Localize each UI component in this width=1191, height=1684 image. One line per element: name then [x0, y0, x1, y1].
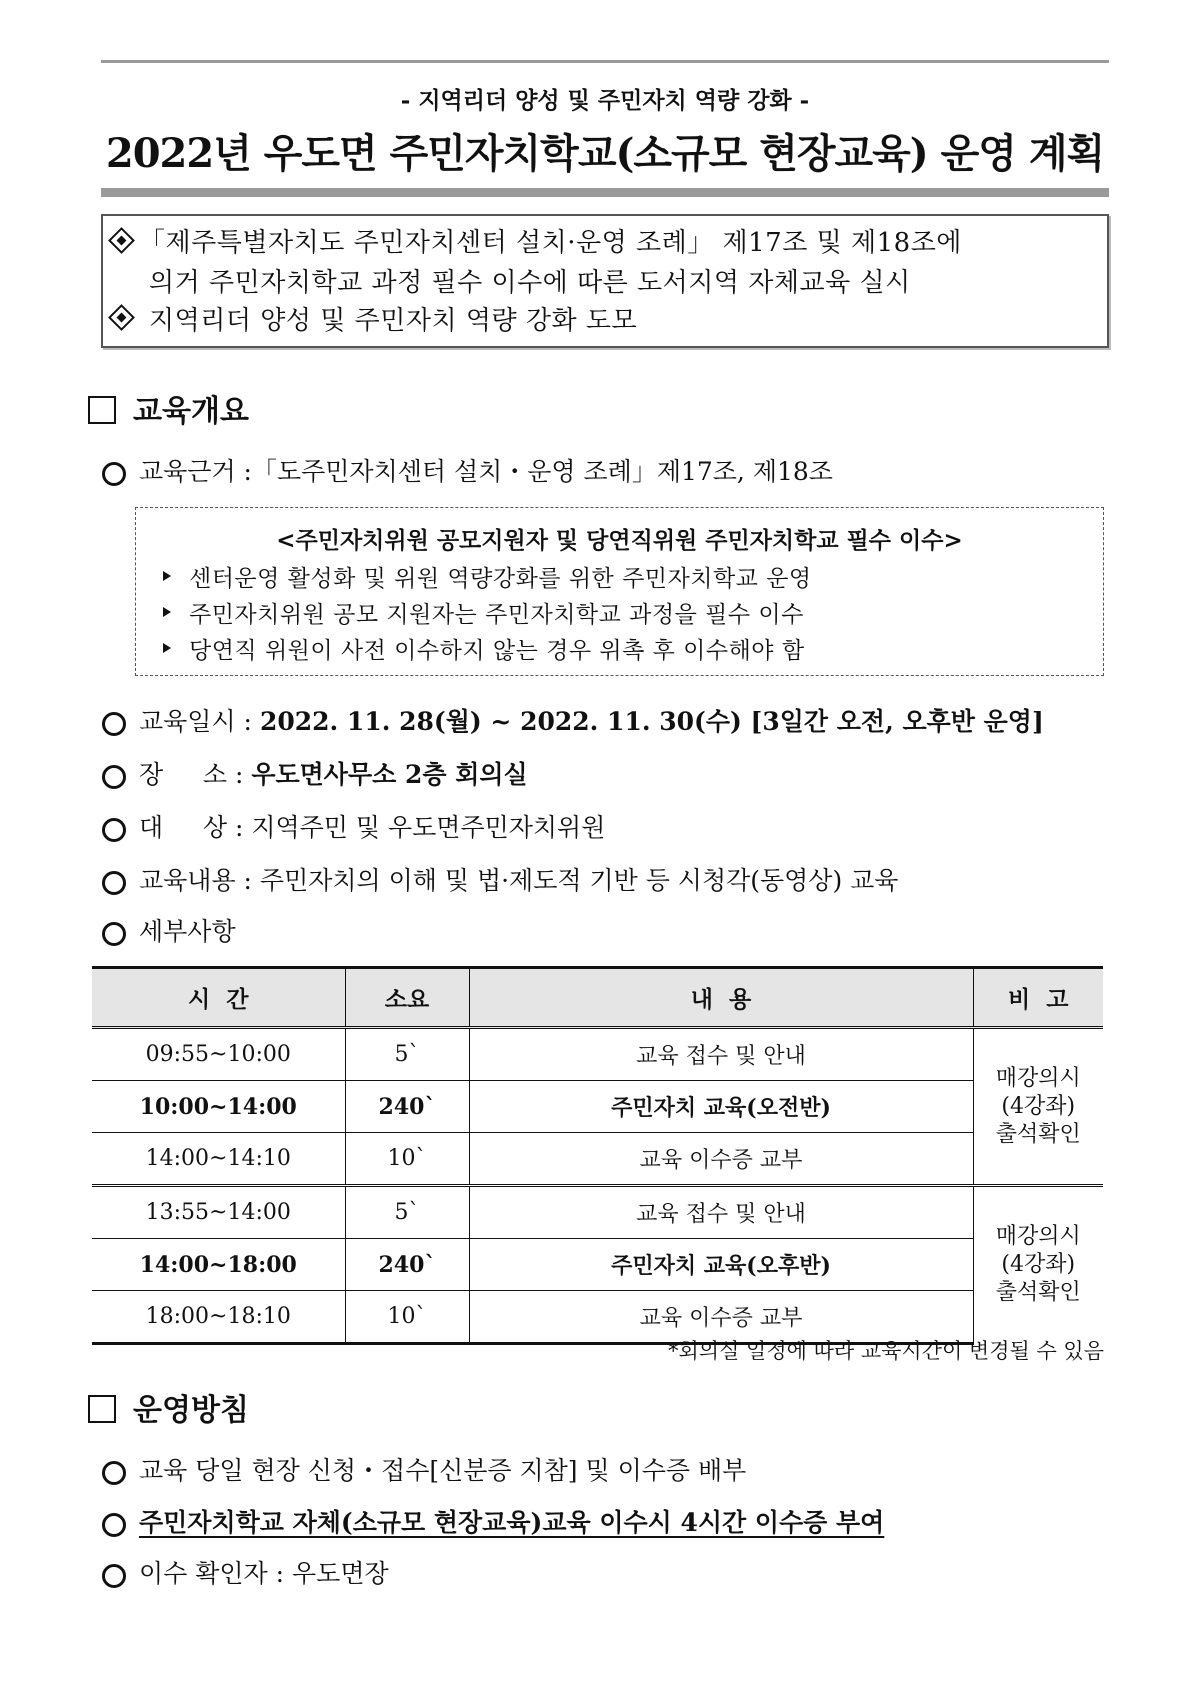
- col-header-content: 내 용: [469, 968, 973, 1028]
- edu-place-label: 장 소 :: [139, 760, 244, 789]
- requirement-item: 센터운영 활성화 및 위원 역량강화를 위한 주민자치학교 운영: [189, 566, 812, 592]
- intro-line-3: 지역리더 양성 및 주민자치 역량 강화 도모: [149, 306, 638, 336]
- edu-place-value: 우도면사무소 2층 회의실: [251, 760, 528, 789]
- circle-bullet-icon: [102, 818, 126, 842]
- table-header-row: [92, 968, 1103, 1028]
- col-header-note: 비 고: [973, 968, 1103, 1028]
- edu-date-value: 2022. 11. 28(월) ~ 2022. 11. 30(수) [3일간 오전, 오후반 운영]: [259, 707, 1044, 736]
- cell-time: 14:00~14:10: [92, 1133, 345, 1186]
- requirement-item: 당연직 위원이 사전 이수하지 않는 경우 위촉 후 이수해야 함: [189, 638, 805, 664]
- triangle-bullet-icon: [163, 607, 171, 617]
- note-line: (4강좌): [1001, 1252, 1076, 1278]
- table-row: [92, 1239, 1103, 1291]
- cell-note: [973, 1028, 1103, 1186]
- circle-bullet-icon: [102, 922, 126, 946]
- cell-duration: 240`: [345, 1081, 469, 1133]
- circle-bullet-icon: [102, 871, 126, 895]
- circle-bullet-icon: [102, 462, 126, 486]
- cell-time: 10:00~14:00: [92, 1081, 345, 1133]
- detail-heading: 세부사항: [139, 917, 236, 946]
- cell-duration: 240`: [345, 1239, 469, 1291]
- diamond-bullet-icon: [108, 304, 135, 331]
- circle-bullet-icon: [102, 1461, 126, 1485]
- requirement-item: 주민자치위원 공모 지원자는 주민자치학교 과정을 필수 이수: [189, 602, 804, 628]
- edu-target-value: 지역주민 및 우도면주민자치위원: [251, 813, 606, 842]
- cell-duration: 5`: [345, 1186, 469, 1239]
- intro-box: [101, 214, 1109, 348]
- document-subtitle: - 지역리더 양성 및 주민자치 역량 강화 -: [400, 87, 810, 114]
- table-row: [92, 1133, 1103, 1186]
- edu-target-label: 대 상 :: [139, 813, 244, 842]
- edu-date-line: [139, 702, 1044, 738]
- cell-duration: 10`: [345, 1133, 469, 1186]
- section-heading-policy: 운영방침: [133, 1393, 249, 1428]
- triangle-bullet-icon: [163, 643, 171, 653]
- requirement-box-title: <주민자치위원 공모지원자 및 당연직위원 주민자치학교 필수 이수>: [276, 527, 963, 554]
- note-line: 출석확인: [995, 1280, 1081, 1306]
- cell-content: 주민자치 교육(오후반): [469, 1239, 973, 1291]
- edu-target-line: [139, 808, 605, 844]
- intro-line-1: 「제주특별자치도 주민자치센터 설치·운영 조례」 제17조 및 제18조에: [139, 228, 962, 258]
- table-row: [92, 1186, 1103, 1239]
- schedule-footnote: *회의실 일정에 따라 교육시간이 변경될 수 있음: [668, 1339, 1104, 1363]
- cell-time: 09:55~10:00: [92, 1028, 345, 1081]
- section-checkbox-icon: [88, 396, 116, 424]
- circle-bullet-icon: [102, 765, 126, 789]
- diamond-bullet-icon: [108, 227, 135, 254]
- policy-item: 교육 당일 현장 신청・접수[신분증 지참] 및 이수증 배부: [139, 1456, 747, 1485]
- triangle-bullet-icon: [163, 571, 171, 581]
- edu-date-label: 교육일시 :: [139, 707, 252, 736]
- cell-content: 주민자치 교육(오전반): [469, 1081, 973, 1133]
- title-rule: [101, 188, 1109, 197]
- cell-duration: 5`: [345, 1028, 469, 1081]
- document-title: 2022년 우도면 주민자치학교(소규모 현장교육) 운영 계획: [105, 130, 1105, 177]
- note-line: 매강의시: [995, 1224, 1081, 1250]
- top-rule: [101, 60, 1109, 63]
- cell-content: 교육 접수 및 안내: [469, 1028, 973, 1081]
- cell-content: 교육 이수증 교부: [469, 1291, 973, 1344]
- intro-line-2: 의거 주민자치학교 과정 필수 이수에 따른 도서지역 자체교육 실시: [149, 268, 911, 298]
- circle-bullet-icon: [102, 1564, 126, 1588]
- cell-time: 13:55~14:00: [92, 1186, 345, 1239]
- table-row: [92, 1081, 1103, 1133]
- section-checkbox-icon: [88, 1395, 116, 1423]
- cell-note: [973, 1186, 1103, 1344]
- policy-item: 이수 확인자 : 우도면장: [139, 1559, 389, 1588]
- note-line: (4강좌): [1001, 1093, 1076, 1119]
- edu-content: 교육내용 : 주민자치의 이해 및 법·제도적 기반 등 시청각(동영상) 교육: [139, 866, 899, 895]
- cell-time: 14:00~18:00: [92, 1239, 345, 1291]
- cell-content: 교육 접수 및 안내: [469, 1186, 973, 1239]
- circle-bullet-icon: [102, 1513, 126, 1537]
- edu-basis: 교육근거 :「도주민자치센터 설치・운영 조례」제17조, 제18조: [139, 457, 833, 486]
- section-heading-overview: 교육개요: [133, 394, 249, 429]
- cell-content: 교육 이수증 교부: [469, 1133, 973, 1186]
- requirement-box: [135, 507, 1104, 676]
- cell-duration: 10`: [345, 1291, 469, 1344]
- circle-bullet-icon: [102, 712, 126, 736]
- schedule-table: [92, 966, 1103, 1345]
- note-line: 출석확인: [995, 1121, 1081, 1147]
- policy-item-emphasis: 주민자치학교 자체(소규모 현장교육)교육 이수시 4시간 이수증 부여: [139, 1508, 885, 1537]
- col-header-duration: 소요: [345, 968, 469, 1028]
- table-row: [92, 1028, 1103, 1081]
- note-line: 매강의시: [995, 1065, 1081, 1091]
- edu-place-line: [139, 755, 528, 791]
- cell-time: 18:00~18:10: [92, 1291, 345, 1344]
- col-header-time: 시 간: [92, 968, 345, 1028]
